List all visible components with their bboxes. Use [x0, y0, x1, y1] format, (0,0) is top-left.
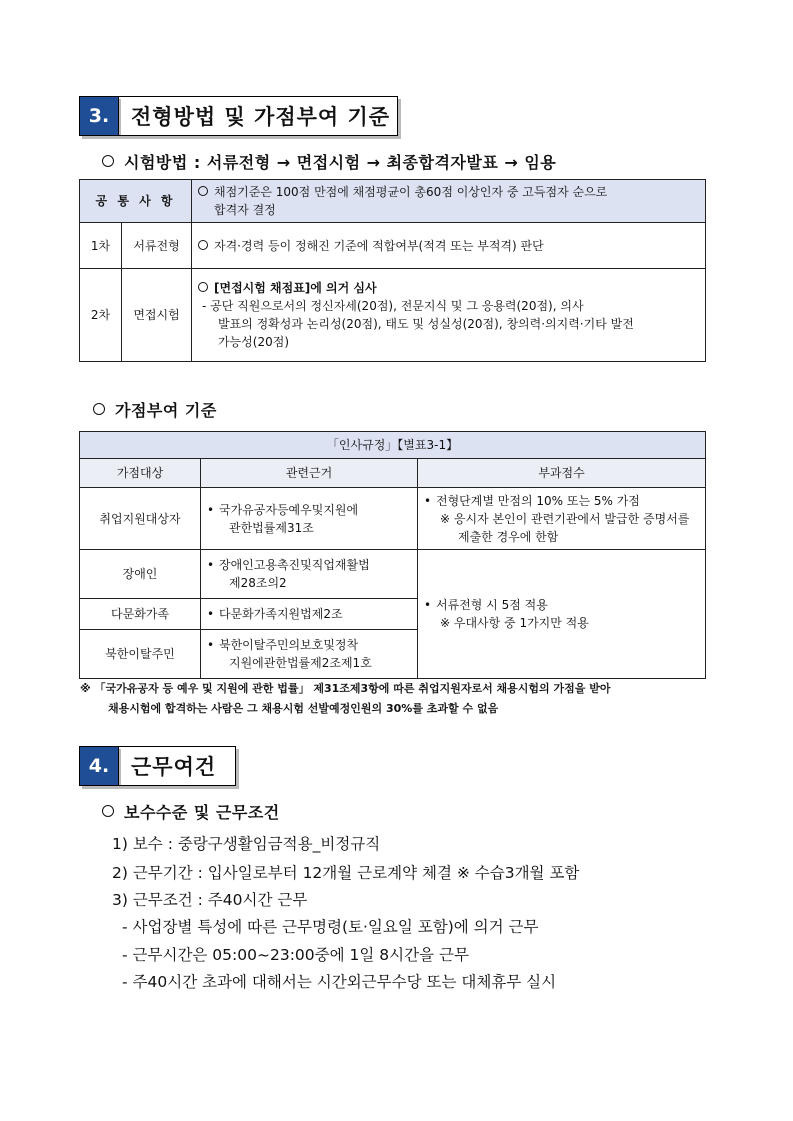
work-sub-1: - 사업장별 특성에 따른 근무명령(토·일요일 포함)에 의거 근무 — [122, 918, 539, 936]
work-item-3: 3) 근무조건 : 주40시간 근무 — [112, 891, 308, 909]
footnote — [80, 679, 610, 719]
target-cell: 북한이탈주민 — [80, 630, 201, 679]
table-row — [80, 488, 706, 550]
footnote-line-2: 채용시험에 합격하는 사람은 그 채용시험 선발예정인원의 30%를 초과할 수 없음 — [108, 702, 499, 715]
col-header-score: 부과점수 — [418, 459, 706, 488]
section-3-header — [79, 96, 398, 136]
stage-2: 2차 — [80, 269, 122, 362]
stage-1-text: 자격·경력 등이 정해진 기준에 적합여부(적격 또는 부적격) 판단 — [192, 223, 706, 269]
selection-method-table — [79, 179, 706, 362]
footnote-line-1: ※ 「국가유공자 등 예우 및 지원에 관한 법률」 제31조제3항에 따른 취업지원자로서 채용시험의 가점을 받아 — [80, 682, 611, 695]
target-cell: 장애인 — [80, 550, 201, 599]
bonus-heading: 가점부여 기준 — [93, 398, 217, 421]
circle-bullet-icon — [93, 403, 105, 415]
work-sub-3: - 주40시간 초과에 대해서는 시간외근무수당 또는 대체휴무 실시 — [122, 973, 557, 991]
stage-2-text: [면접시험 채점표]에 의거 심사 - 공단 직원으로서의 정신자세(20점), 전문지식 및 그 응용력(20점), 의사 발표의 정확성과 논리성(20점), 태도 및 성실성(20점), 창의력·의지력·기타 발전 가능성(20점) — [192, 269, 706, 362]
section-number: 3. — [79, 96, 118, 136]
bonus-table — [79, 431, 706, 679]
basis-cell: • 다문화가족지원법제2조 — [201, 599, 418, 630]
basis-cell: • 장애인고용촉진및직업재활법 제28조의2 — [201, 550, 418, 599]
work-item-2: 2) 근무기간 : 입사일로부터 12개월 근로계약 체결 ※ 수습3개월 포함 — [112, 864, 580, 882]
circle-bullet-icon — [198, 282, 208, 292]
work-item-1: 1) 보수 : 중랑구생활임금적용_비정규직 — [112, 835, 381, 853]
exam-method-line — [102, 150, 556, 173]
col-header-basis: 관련근거 — [201, 459, 418, 488]
basis-cell: • 북한이탈주민의보호및정착 지원에관한법률제2조제1호 — [201, 630, 418, 679]
section-title: 전형방법 및 가점부여 기준 — [118, 96, 398, 136]
common-text: 채점기준은 100점 만점에 채점평균이 총60점 이상인자 중 고득점자 순으로 합격자 결정 — [192, 180, 706, 223]
stage-2-name: 면접시험 — [122, 269, 192, 362]
section-number: 4. — [79, 746, 118, 786]
exam-method-text: 시험방법 : 서류전형 → 면접시험 → 최종합격자발표 → 임용 — [124, 153, 557, 172]
circle-bullet-icon — [102, 155, 114, 167]
shared-score-cell: • 서류전형 시 5점 적용 ※ 우대사항 중 1가지만 적용 — [418, 550, 706, 679]
target-cell: 취업지원대상자 — [80, 488, 201, 550]
section-4-header — [79, 746, 236, 786]
basis-cell: • 국가유공자등예우및지원에 관한법률제31조 — [201, 488, 418, 550]
circle-bullet-icon — [198, 240, 208, 250]
section-title: 근무여건 — [118, 746, 236, 786]
score-cell: • 전형단계별 만점의 10% 또는 5% 가점 ※ 응시자 본인이 관련기관에서 발급한 증명서를 제출한 경우에 한함 — [418, 488, 706, 550]
col-header-target: 가점대상 — [80, 459, 201, 488]
table-row — [80, 550, 706, 599]
work-heading: 보수수준 및 근무조건 — [102, 800, 280, 823]
circle-bullet-icon — [102, 805, 114, 817]
circle-bullet-icon — [198, 186, 208, 196]
work-sub-2: - 근무시간은 05:00~23:00중에 1일 8시간을 근무 — [122, 946, 469, 964]
target-cell: 다문화가족 — [80, 599, 201, 630]
table-caption: 「인사규정」【별표3-1】 — [80, 432, 706, 459]
stage-1-name: 서류전형 — [122, 223, 192, 269]
common-label: 공 통 사 항 — [80, 180, 192, 223]
stage-1: 1차 — [80, 223, 122, 269]
